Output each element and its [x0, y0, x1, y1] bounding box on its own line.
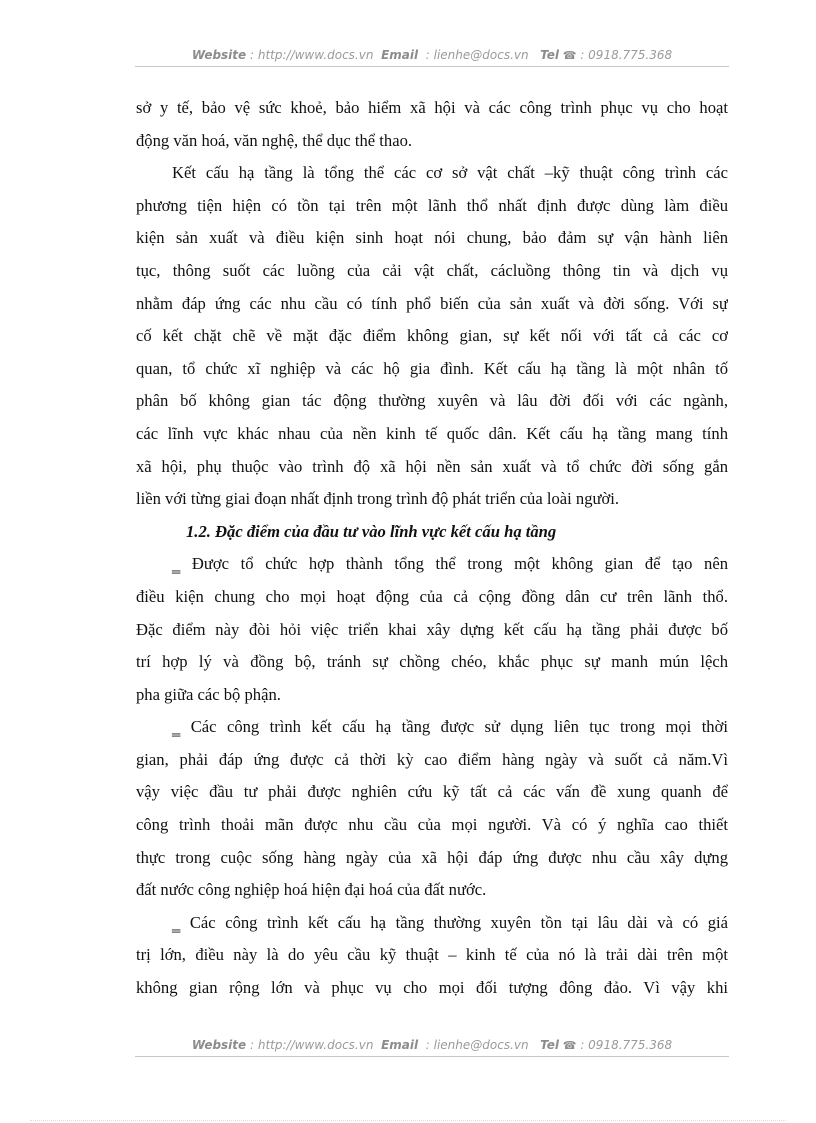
text-line: quan, tổ chức xĩ nghiệp và các hộ gia đình. Kết cấu hạ tầng là một nhân tố — [136, 358, 728, 378]
phone-icon: ☎ — [562, 49, 577, 62]
text-line: vậy việc đầu tư phải được nghiên cứu kỹ tất cả các vấn đề xung quanh để — [136, 782, 728, 802]
header-website-label: Website — [191, 48, 247, 62]
header-website-url: : http://www.docs.vn — [250, 48, 374, 62]
document-body — [136, 92, 728, 1005]
text-line: trị lớn, điều này là do yêu cầu kỹ thuật – kinh tế của nó là trải dài trên một — [136, 945, 728, 965]
text-line: Đặc điểm này đòi hỏi việc triển khai xây dựng kết cấu hạ tầng phải được bố — [136, 619, 728, 639]
footer-tel-label: Tel — [540, 1038, 559, 1052]
text-line: không gian rộng lớn và phục vụ cho mọi đối tượng đông đảo. Vì vậy khi — [136, 978, 728, 998]
text-line: thực trong cuộc sống hàng ngày của xã hội đáp ứng được nhu cầu xây dựng — [136, 847, 728, 867]
phone-icon: ☎ — [562, 1039, 577, 1052]
text-line: cố kết chặt chẽ về mặt đặc điểm không gian, sự kết nối với tất cả các cơ — [136, 326, 728, 346]
text-line: Kết cấu hạ tầng là tổng thể các cơ sở vật chất –kỹ thuật công trình các — [172, 163, 728, 183]
text-line: đất nước công nghiệp hoá hiện đại hoá của đất nước. — [136, 880, 487, 900]
text-line: trí hợp lý và đồng bộ, tránh sự chồng chéo, khắc phục sự manh mún lệch — [136, 652, 728, 672]
footer-divider — [135, 1056, 729, 1057]
page-edge-dotted-line — [30, 1120, 786, 1121]
text-line: ‗ Các công trình kết cấu hạ tầng được sử dụng liên tục trong mọi thời — [172, 717, 728, 737]
text-line: liền với từng giai đoạn nhất định trong trình độ phát triển của loài người. — [136, 489, 620, 509]
page-footer — [135, 1038, 729, 1052]
text-line: sở y tế, bảo vệ sức khoẻ, bảo hiểm xã hội và các công trình phục vụ cho hoạt — [136, 98, 728, 117]
header-email-label: Email — [381, 48, 419, 62]
text-line: động văn hoá, văn nghệ, thể dục thể thao. — [136, 130, 413, 150]
footer-email-label: Email — [381, 1038, 419, 1052]
footer-website-url: : http://www.docs.vn — [250, 1038, 374, 1052]
header-tel-label: Tel — [540, 48, 559, 62]
text-line: gian, phải đáp ứng được cả thời kỳ cao điểm hàng ngày và suốt cả năm.Vì — [136, 749, 728, 769]
text-line: ‗ Các công trình kết cấu hạ tầng thường xuyên tồn tại lâu dài và có giá — [172, 912, 728, 932]
text-line: phân bố không gian tác động thường xuyên và lâu đời đối với các ngành, — [136, 391, 728, 411]
footer-tel-value: : 0918.775.368 — [580, 1038, 673, 1052]
text-line: tục, thông suốt các luồng của cải vật chất, cácluồng thông tin và dịch vụ — [136, 260, 728, 280]
text-line: công trình thoải mãn được nhu cầu của mọi người. Và có ý nghĩa cao thiết — [136, 815, 728, 835]
footer-email-value: : lienhe@docs.vn — [425, 1038, 529, 1052]
section-heading: 1.2. Đặc điểm của đầu tư vào lĩnh vực kết cấu hạ tầng — [186, 521, 557, 541]
footer-website-label: Website — [191, 1038, 247, 1052]
text-line: phương tiện hiện có tồn tại trên một lãnh thổ nhất định được dùng làm điều — [136, 195, 728, 215]
text-line: ‗ Được tổ chức hợp thành tổng thể trong một không gian để tạo nên — [172, 554, 728, 574]
text-line: xã hội, phụ thuộc vào trình độ xã hội nền sản xuất và tổ chức đời sống gắn — [136, 456, 728, 476]
header-email-value: : lienhe@docs.vn — [425, 48, 529, 62]
text-line: pha giữa các bộ phận. — [136, 684, 281, 704]
text-line: kiện sản xuất và điều kiện sinh hoạt nói chung, bảo đảm sự vận hành liên — [136, 228, 728, 248]
header-tel-value: : 0918.775.368 — [580, 48, 673, 62]
text-line: các lĩnh vực khác nhau của nền kinh tế quốc dân. Kết cấu hạ tầng mang tính — [136, 423, 728, 443]
text-line: nhằm đáp ứng các nhu cầu có tính phổ biến của sản xuất và đời sống. Với sự — [136, 293, 728, 313]
text-line: điều kiện chung cho mọi hoạt động của cả cộng đồng dân cư trên lãnh thổ. — [136, 586, 728, 606]
page-header — [135, 48, 729, 62]
header-divider — [135, 66, 729, 67]
